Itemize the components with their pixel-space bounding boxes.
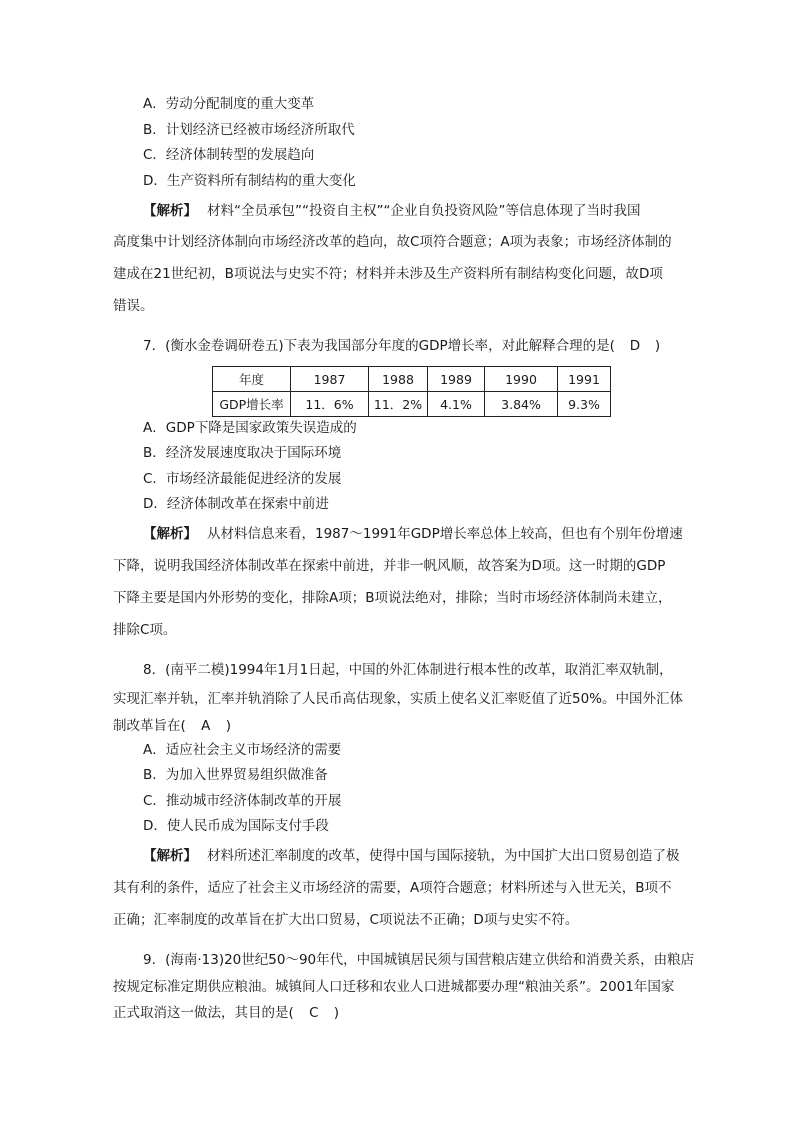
q7-option-c: C．市场经济最能促进经济的发展 xyxy=(143,471,342,487)
q6-analysis-line-3: 建成在21世纪初，B项说法与史实不符；材料并未涉及生产资料所有制结构变化问题，故D项 xyxy=(113,266,663,282)
table-header-row xyxy=(213,367,611,392)
q7-analysis-line-4: 排除C项。 xyxy=(113,622,177,638)
table-cell: 1988 xyxy=(369,367,428,392)
q9-stem-line-3: 正式取消这一做法，其目的是( C ) xyxy=(113,1005,340,1021)
q7-analysis-line-2: 下降，说明我国经济体制改革在探索中前进，并非一帆风顺，故答案为D项。这一时期的GDP xyxy=(113,558,666,574)
q8-analysis-line-1: 【解析】 材料所述汇率制度的改革，使得中国与国际接轨，为中国扩大出口贸易创造了极 xyxy=(143,848,680,864)
q6-option-d: D．生产资料所有制结构的重大变化 xyxy=(143,173,356,189)
gdp-growth-table xyxy=(212,366,611,417)
q7-analysis-line-3: 下降主要是国内外形势的变化，排除A项；B项说法绝对，排除；当时市场经济体制尚未建立， xyxy=(113,590,672,606)
q8-answer: A xyxy=(201,718,211,734)
table-cell: 4.1% xyxy=(428,392,485,417)
table-cell: 年度 xyxy=(213,367,291,392)
table-row xyxy=(213,392,611,417)
table-cell: 11．6% xyxy=(291,392,369,417)
q8-stem-line-1: 8．(南平二模)1994年1月1日起，中国的外汇体制进行根本性的改革，取消汇率双轨制， xyxy=(143,662,673,678)
table-cell: 1990 xyxy=(485,367,558,392)
q6-option-c: C．经济体制转型的发展趋向 xyxy=(143,147,315,163)
q8-analysis-line-2: 其有利的条件，适应了社会主义市场经济的需要，A项符合题意；材料所述与入世无关，B项不 xyxy=(113,880,672,896)
q9-stem-line-2: 按规定标准定期供应粮油。城镇间人口迁移和农业人口进城都要办理“粮油关系”。2001年国家 xyxy=(113,979,675,995)
q8-stem-line-3: 制改革旨在( A ) xyxy=(113,718,232,734)
q7-answer: D xyxy=(629,338,641,354)
table-cell: 1989 xyxy=(428,367,485,392)
q9-stem-line-1: 9．(海南·13)20世纪50～90年代，中国城镇居民须与国营粮店建立供给和消费关系，由粮店 xyxy=(143,952,695,968)
q8-option-d: D．使人民币成为国际支付手段 xyxy=(143,818,329,834)
q7-stem: 7．(衡水金卷调研卷五)下表为我国部分年度的GDP增长率，对此解释合理的是( D ) xyxy=(143,338,661,354)
q8-option-b: B．为加入世界贸易组织做准备 xyxy=(143,767,328,783)
table-cell: 1987 xyxy=(291,367,369,392)
q7-option-d: D．经济体制改革在探索中前进 xyxy=(143,496,329,512)
q8-option-c: C．推动城市经济体制改革的开展 xyxy=(143,793,342,809)
q6-option-b: B．计划经济已经被市场经济所取代 xyxy=(143,122,355,138)
q6-analysis-line-4: 错误。 xyxy=(113,298,154,314)
analysis-tag: 【解析】 xyxy=(143,526,197,542)
analysis-tag: 【解析】 xyxy=(143,203,197,219)
q7-analysis-line-1: 【解析】 从材料信息来看，1987～1991年GDP增长率总体上较高，但也有个别年份增速 xyxy=(143,526,683,542)
q9-answer: C xyxy=(309,1005,319,1021)
q6-analysis-line-1: 【解析】 材料“全员承包”“投资自主权”“企业自负投资风险”等信息体现了当时我国 xyxy=(143,203,641,219)
q8-analysis-line-3: 正确；汇率制度的改革旨在扩大出口贸易，C项说法不正确；D项与史实不符。 xyxy=(113,912,579,928)
table-cell: 9.3% xyxy=(558,392,611,417)
q7-option-a: A．GDP下降是国家政策失误造成的 xyxy=(143,420,357,436)
q6-option-a: A．劳动分配制度的重大变革 xyxy=(143,96,315,112)
q8-stem-line-2: 实现汇率并轨，汇率并轨消除了人民币高估现象，实质上使名义汇率贬值了近50%。中国外汇体 xyxy=(113,691,684,707)
q8-option-a: A．适应社会主义市场经济的需要 xyxy=(143,742,342,758)
q6-analysis-line-2: 高度集中计划经济体制向市场经济改革的趋向，故C项符合题意；A项为表象；市场经济体制的 xyxy=(113,234,672,250)
table-cell: 3.84% xyxy=(485,392,558,417)
table-cell: 11．2% xyxy=(369,392,428,417)
q7-option-b: B．经济发展速度取决于国际环境 xyxy=(143,445,342,461)
analysis-tag: 【解析】 xyxy=(143,848,197,864)
table-cell: 1991 xyxy=(558,367,611,392)
table-cell: GDP增长率 xyxy=(213,392,291,417)
